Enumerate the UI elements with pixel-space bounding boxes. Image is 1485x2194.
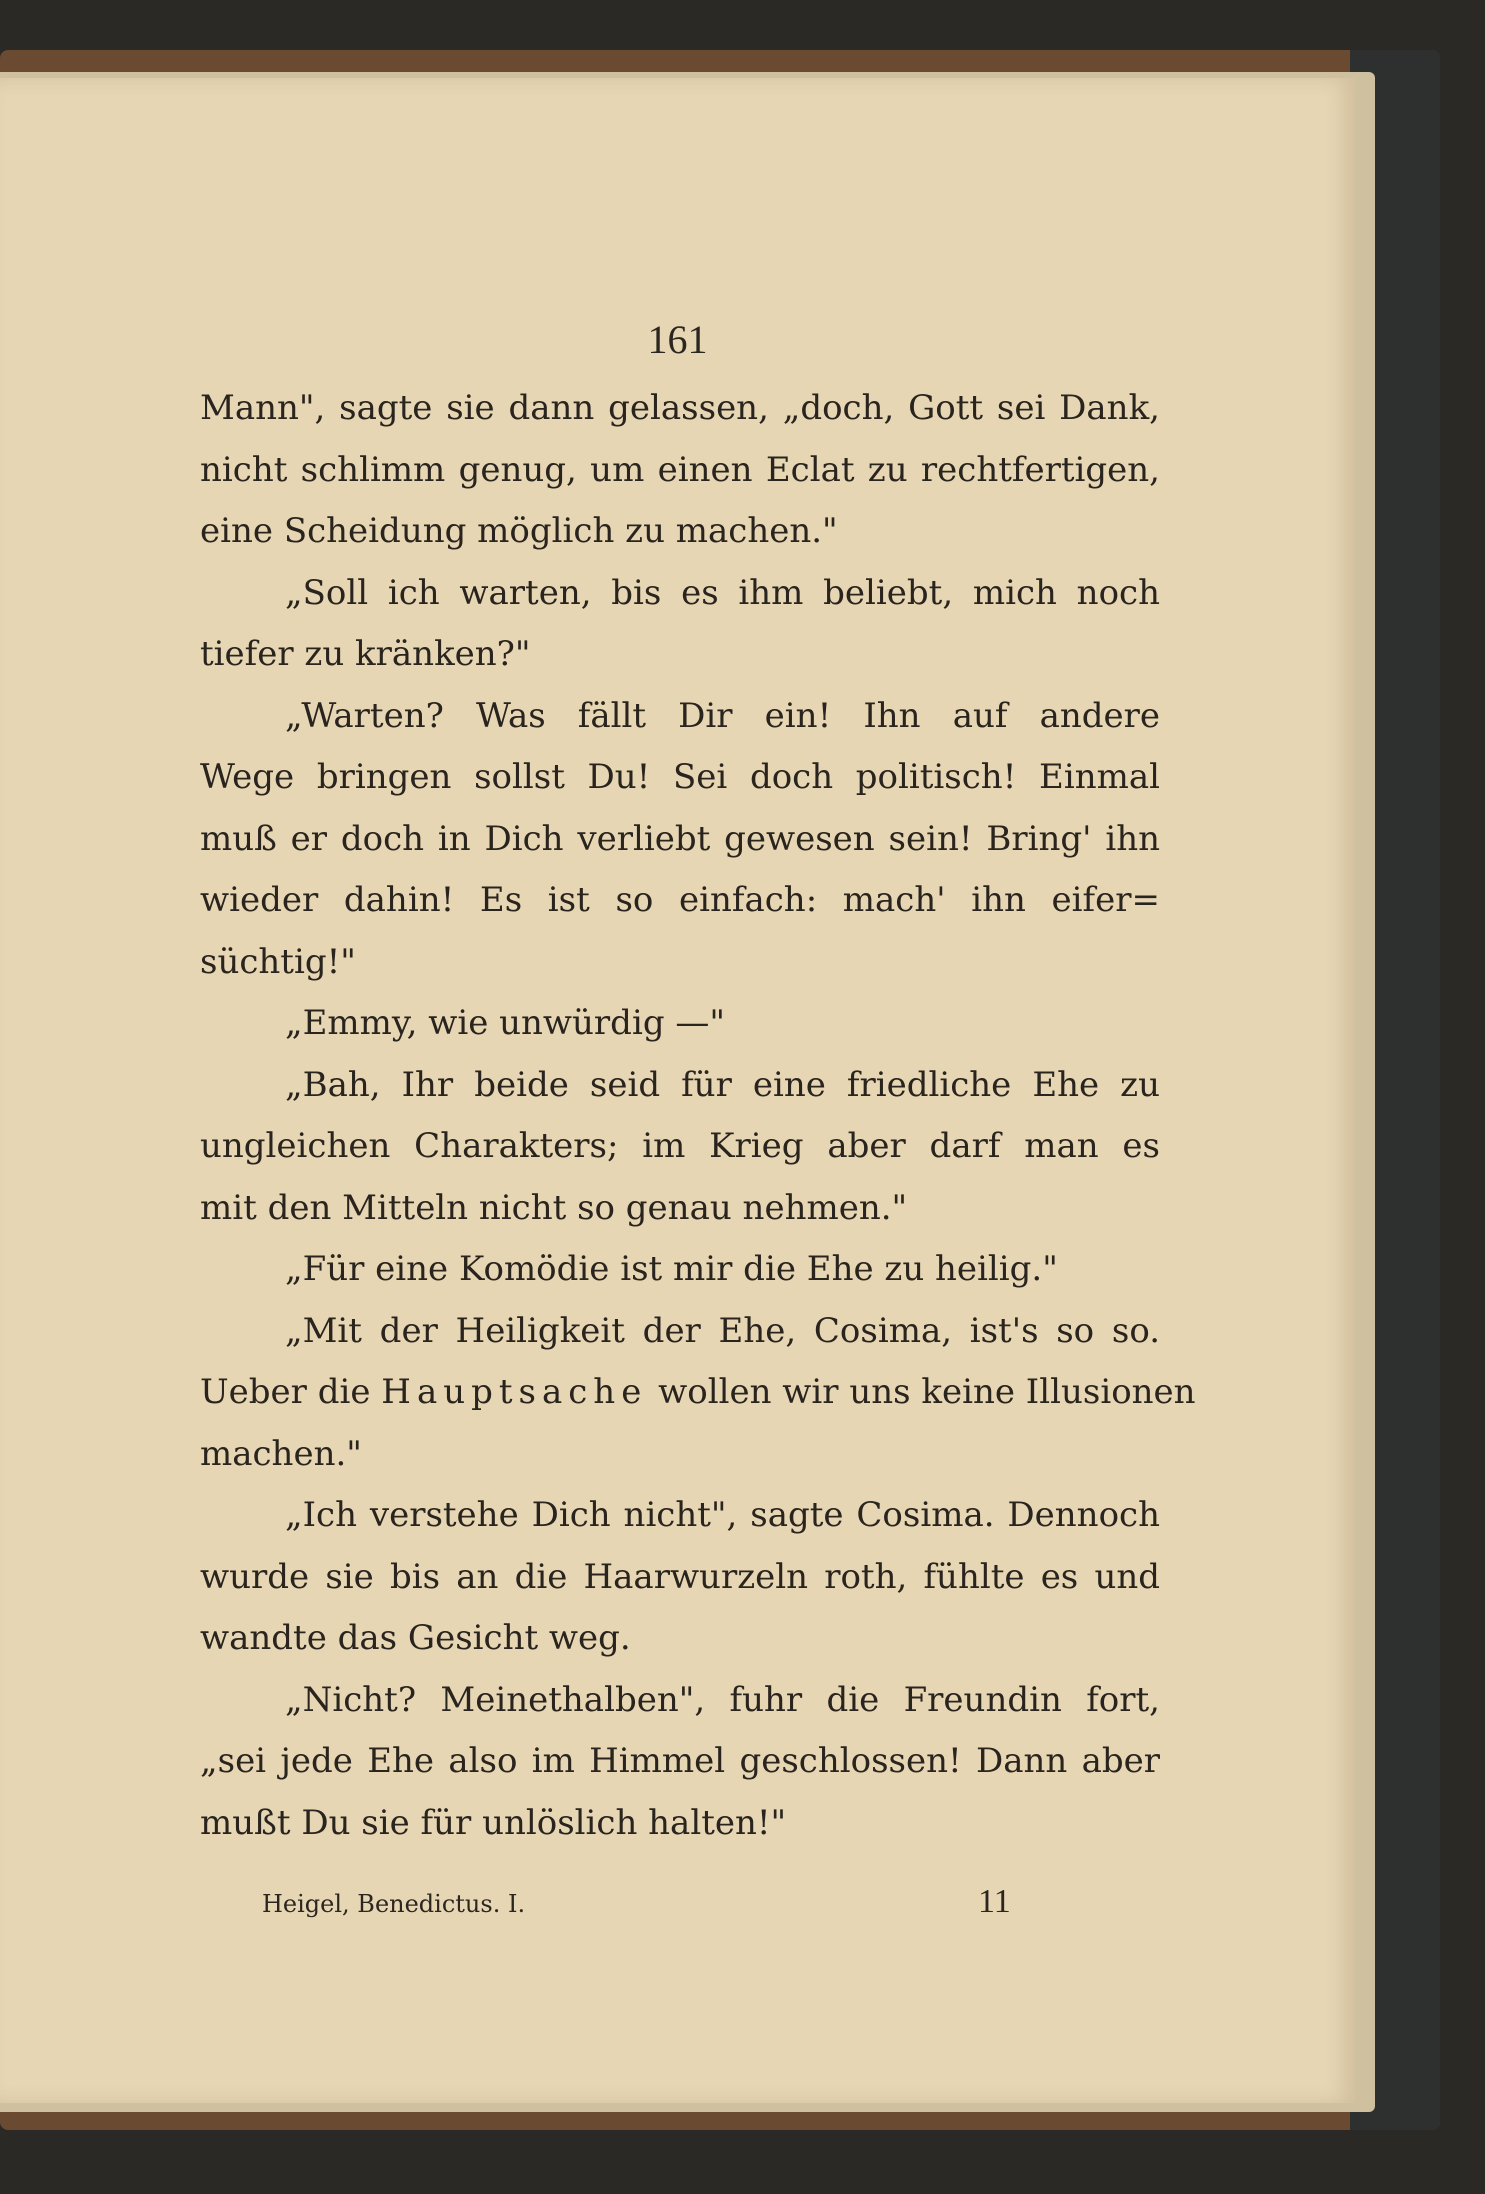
text-line: „Mit der Heiligkeit der Ehe, Cosima, ist's so so. — [285, 1310, 1160, 1351]
text-line: Mann", sagte sie dann gelassen, „doch, Gott sei Dank, — [200, 388, 1160, 428]
book-page — [0, 78, 1355, 2103]
text-line: „Soll ich warten, bis es ihm beliebt, mich noch — [285, 572, 1160, 613]
page-number: 161 — [647, 317, 708, 362]
sheet-number: 11 — [978, 1883, 1011, 1920]
text-line: eine Scheidung möglich zu machen." — [200, 511, 838, 551]
spaced-emphasis: Hauptsache — [381, 1372, 648, 1412]
text-line: ungleichen Charakters; im Krieg aber darf man es — [200, 1126, 1160, 1166]
text-line: wandte das Gesicht weg. — [200, 1618, 631, 1658]
text-line: muß er doch in Dich verliebt gewesen sein! Bring' ihn — [200, 818, 1160, 859]
text-fragment: wollen wir uns keine Illusionen — [647, 1372, 1196, 1412]
text-line: „Warten? Was fällt Dir ein! Ihn auf andere — [285, 695, 1160, 736]
text-line: „Für eine Komödie ist mir die Ehe zu heilig." — [285, 1249, 1058, 1289]
text-line: süchtig!" — [200, 941, 356, 982]
text-line: „Ich verstehe Dich nicht", sagte Cosima. Dennoch — [285, 1495, 1160, 1535]
text-line: tiefer zu kränken?" — [200, 634, 531, 674]
footer-signature: Heigel, Benedictus. I. — [262, 1890, 526, 1918]
text-fragment: Ueber die — [200, 1372, 382, 1412]
text-line-emphasis — [200, 1362, 1196, 1424]
text-line: „sei jede Ehe also im Himmel geschlossen! Dann aber — [200, 1741, 1160, 1781]
text-line: mit den Mitteln nicht so genau nehmen." — [200, 1187, 908, 1228]
body-text — [200, 378, 1196, 1854]
text-line: machen." — [200, 1433, 362, 1474]
text-line: wieder dahin! Es ist so einfach: mach' ihn eifer= — [200, 880, 1160, 920]
text-line: wurde sie bis an die Haarwurzeln roth, fühlte es und — [200, 1556, 1160, 1597]
text-line: „Bah, Ihr beide seid für eine friedliche Ehe zu — [285, 1064, 1160, 1105]
text-line: „Emmy, wie unwürdig —" — [285, 1003, 726, 1043]
text-line: Wege bringen sollst Du! Sei doch politisch! Einmal — [200, 757, 1160, 797]
text-line: mußt Du sie für unlöslich halten!" — [200, 1802, 787, 1843]
text-line: nicht schlimm genug, um einen Eclat zu rechtfertigen, — [200, 449, 1160, 490]
text-line: „Nicht? Meinethalben", fuhr die Freundin fort, — [285, 1679, 1160, 1720]
